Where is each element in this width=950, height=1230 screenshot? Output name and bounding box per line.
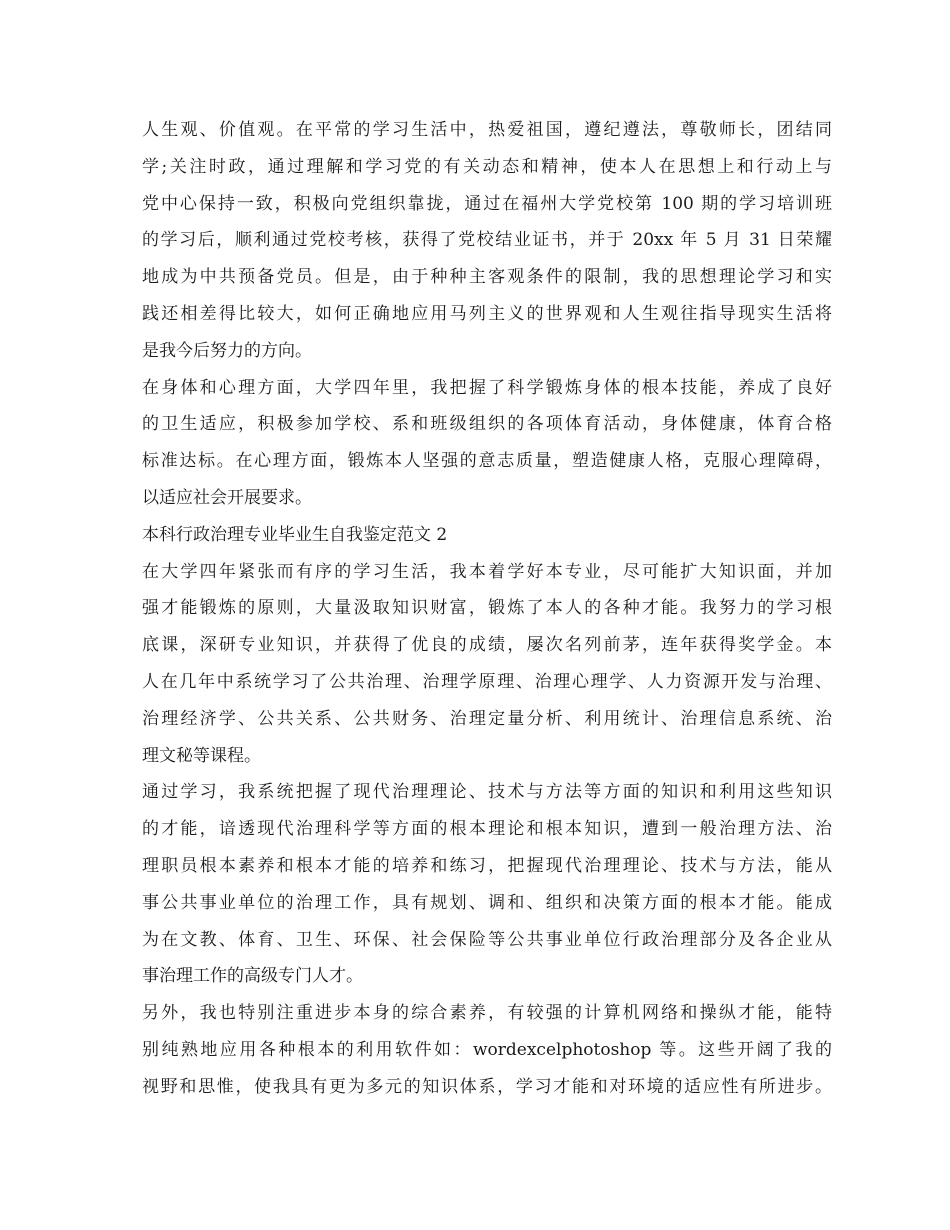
text-line: 的卫生适应，积极参加学校、系和班级组织的各项体育活动，身体健康，体育合格 xyxy=(142,414,832,435)
text-line: 另外，我也特别注重进步本身的综合素养，有较强的计算机网络和操纵才能，能特 xyxy=(142,1003,832,1024)
text-line: 的学习后，顺利通过党校考核，获得了党校结业证书，并于 20xx 年 5 月 31 日荣耀 xyxy=(142,230,832,251)
text-line: 地成为中共预备党员。但是，由于种种主客观条件的限制，我的思想理论学习和实 xyxy=(142,267,832,288)
text-line: 视野和思惟，使我具有更为多元的知识体系，学习才能和对环境的适应性有所进步。 xyxy=(142,1076,832,1097)
text-line: 事公共事业单位的治理工作，具有规划、调和、组织和决策方面的根本才能。能成 xyxy=(142,892,832,913)
text-line: 标准达标。在心理方面，锻炼本人坚强的意志质量，塑造健康人格，克服心理障碍， xyxy=(142,451,832,472)
document-body xyxy=(142,112,832,1106)
text-line: 的才能，谙透现代治理科学等方面的根本理论和根本知识，遭到一般治理方法、治 xyxy=(142,819,832,840)
text-line: 人在几年中系统学习了公共治理、治理学原理、治理心理学、人力资源开发与治理、 xyxy=(142,671,832,692)
text-line: 在身体和心理方面，大学四年里，我把握了科学锻炼身体的根本技能，养成了良好 xyxy=(142,377,832,398)
text-line: 理职员根本素养和根本才能的培养和练习，把握现代治理理论、技术与方法，能从 xyxy=(142,855,832,876)
text-line: 学;关注时政，通过理解和学习党的有关动态和精神，使本人在思想上和行动上与 xyxy=(142,156,832,177)
text-line: 治理经济学、公共关系、公共财务、治理定量分析、利用统计、治理信息系统、治 xyxy=(142,708,832,729)
text-line: 在大学四年紧张而有序的学习生活，我本着学好本专业，尽可能扩大知识面，并加 xyxy=(142,561,832,582)
text-line: 底课，深研专业知识，并获得了优良的成绩，屡次名列前茅，连年获得奖学金。本 xyxy=(142,635,832,656)
text-line: 事治理工作的高级专门人才。 xyxy=(142,966,363,987)
text-line: 强才能锻炼的原则，大量汲取知识财富，锻炼了本人的各种才能。我努力的学习根 xyxy=(142,598,832,619)
text-line: 理文秘等课程。 xyxy=(142,745,261,766)
text-line: 为在文教、体育、卫生、环保、社会保险等公共事业单位行政治理部分及各企业从 xyxy=(142,929,832,950)
text-line: 以适应社会开展要求。 xyxy=(142,487,312,508)
text-line: 人生观、价值观。在平常的学习生活中，热爱祖国，遵纪遵法，尊敬师长，团结同 xyxy=(142,120,832,140)
text-line: 别纯熟地应用各种根本的利用软件如：wordexcelphotoshop 等。这些开阔了我的 xyxy=(142,1039,832,1060)
text-line: 是我今后努力的方向。 xyxy=(142,340,312,361)
text-line: 党中心保持一致，积极向党组织靠拢，通过在福州大学党校第 100 期的学习培训班 xyxy=(142,193,832,214)
text-line: 践还相差得比较大，如何正确地应用马列主义的世界观和人生观往指导现实生活将 xyxy=(142,303,832,324)
section-heading: 本科行政治理专业毕业生自我鉴定范文 2 xyxy=(142,524,448,545)
text-line: 通过学习，我系统把握了现代治理理论、技术与方法等方面的知识和利用这些知识 xyxy=(142,782,832,803)
